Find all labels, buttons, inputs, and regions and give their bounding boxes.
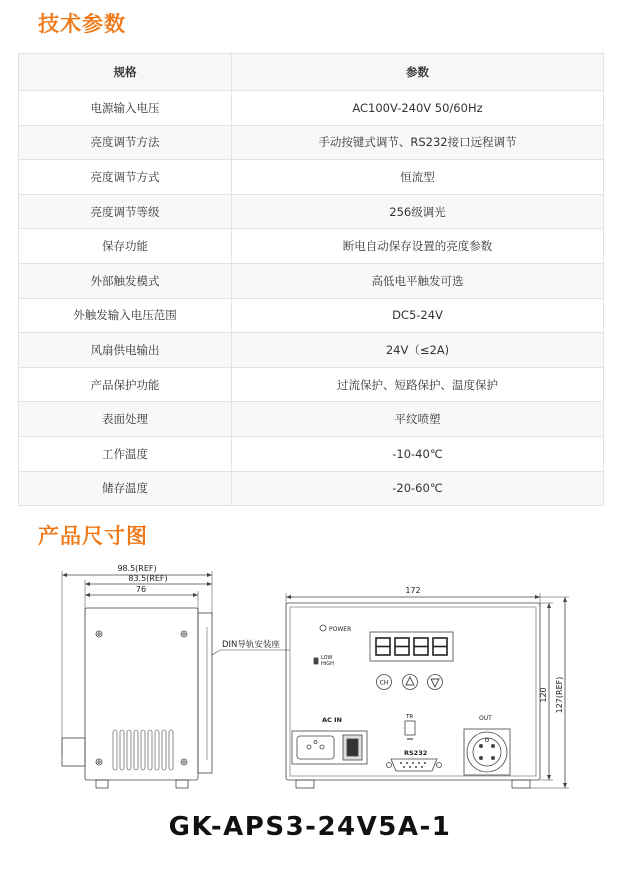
table-row — [19, 160, 604, 195]
spec-value-cell: 高低电平触发可选 — [232, 263, 604, 298]
spec-name-cell: 亮度调节等级 — [19, 194, 232, 229]
table-row — [19, 333, 604, 368]
ch-button-label: CH — [379, 679, 389, 687]
tr-connector — [405, 721, 415, 735]
column-header-spec: 规格 — [19, 54, 232, 91]
dim-label-98: 98.5(REF) — [117, 564, 157, 573]
spec-name-cell: 保存功能 — [19, 229, 232, 264]
spec-value-cell: DC5-24V — [232, 298, 604, 333]
spec-name-cell: 亮度调节方法 — [19, 125, 232, 160]
high-label: HIGH — [321, 661, 334, 667]
dimension-drawing — [0, 555, 620, 805]
table-row — [19, 402, 604, 437]
table-row — [19, 298, 604, 333]
table-row — [19, 263, 604, 298]
spec-value-cell: 24V（≤2A) — [232, 333, 604, 368]
power-label: POWER — [329, 626, 352, 633]
dim-label-127: 127(REF) — [555, 676, 564, 714]
table-row — [19, 367, 604, 402]
dim-label-120: 120 — [539, 687, 548, 703]
din-rail-label: DIN导轨安装座 — [222, 640, 280, 650]
spec-table — [18, 53, 604, 506]
tr-label: TR — [406, 714, 414, 720]
spec-name-cell: 表面处理 — [19, 402, 232, 437]
table-row — [19, 91, 604, 126]
out-connector — [464, 729, 510, 775]
rs232-label: RS232 — [404, 749, 428, 757]
spec-value-cell: AC100V-240V 50/60Hz — [232, 91, 604, 126]
table-row — [19, 436, 604, 471]
spec-value-cell: -10-40℃ — [232, 436, 604, 471]
table-row — [19, 471, 604, 506]
spec-value-cell: 断电自动保存设置的亮度参数 — [232, 229, 604, 264]
specs-section-title: 技术参数 — [38, 12, 126, 36]
spec-value-cell: 恒流型 — [232, 160, 604, 195]
table-row — [19, 125, 604, 160]
spec-name-cell: 亮度调节方式 — [19, 160, 232, 195]
spec-name-cell: 外触发输入电压范围 — [19, 298, 232, 333]
dim-label-76: 76 — [135, 585, 147, 594]
ac-in-label: AC IN — [322, 716, 342, 724]
spec-name-cell: 外部触发模式 — [19, 263, 232, 298]
spec-name-cell: 产品保护功能 — [19, 367, 232, 402]
rs232-port — [391, 759, 437, 771]
model-number: GK-APS3-24V5A-1 — [168, 812, 452, 842]
power-led — [320, 625, 326, 631]
table-header-row — [19, 54, 604, 91]
low-label: LOW — [321, 655, 333, 661]
dimensions-section-title: 产品尺寸图 — [38, 524, 148, 548]
dim-label-172: 172 — [405, 586, 421, 595]
table-row — [19, 229, 604, 264]
spec-value-cell: 256级调光 — [232, 194, 604, 229]
spec-value-cell: 平纹喷塑 — [232, 402, 604, 437]
dim-label-83: 83.5(REF) — [128, 574, 168, 583]
spec-name-cell: 电源输入电压 — [19, 91, 232, 126]
spec-value-cell: -20-60℃ — [232, 471, 604, 506]
spec-name-cell: 风扇供电输出 — [19, 333, 232, 368]
spec-name-cell: 储存温度 — [19, 471, 232, 506]
spec-value-cell: 过流保护、短路保护、温度保护 — [232, 367, 604, 402]
spec-name-cell: 工作温度 — [19, 436, 232, 471]
table-row — [19, 194, 604, 229]
out-label: OUT — [479, 715, 492, 722]
column-header-param: 参数 — [232, 54, 604, 91]
spec-value-cell: 手动按键式调节、RS232接口远程调节 — [232, 125, 604, 160]
